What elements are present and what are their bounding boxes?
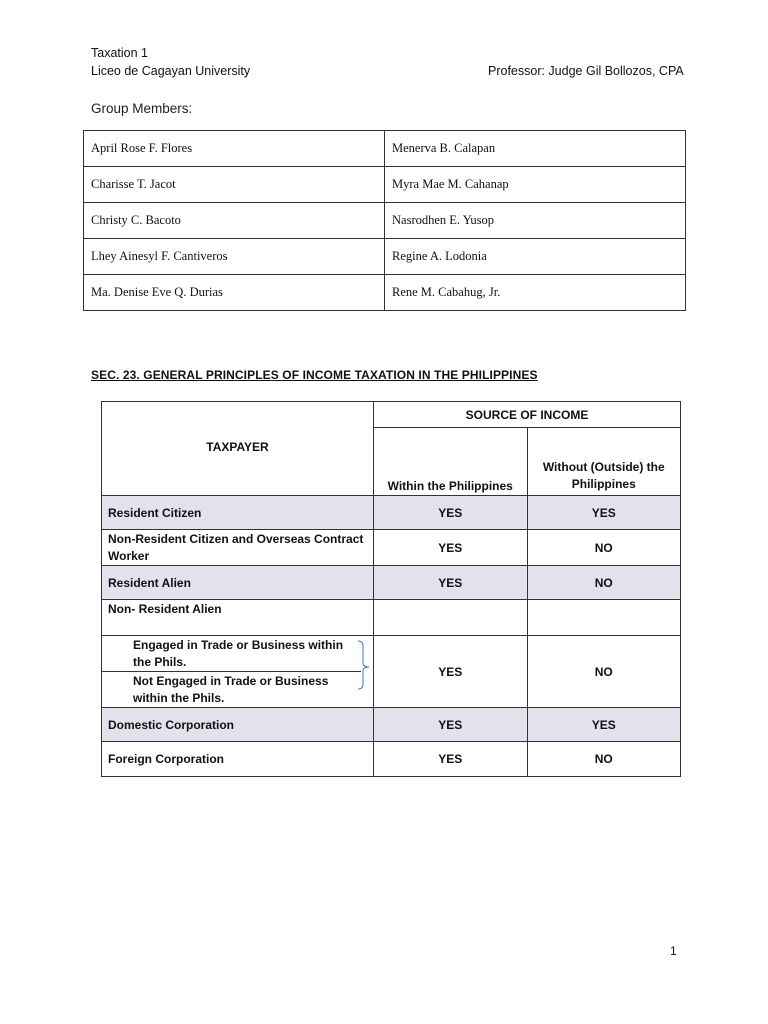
member-name: Ma. Denise Eve Q. Durias [84,275,385,311]
within-philippines-header: Within the Philippines [374,428,528,496]
subcategory-divider [102,671,361,672]
within-value: YES [374,636,528,708]
within-value: YES [374,708,528,742]
engaged-in-trade-label: Engaged in Trade or Business within the Phils. [133,638,344,669]
taxpayer-label: Resident Alien [102,566,374,600]
table-row [84,275,686,311]
member-name: Lhey Ainesyl F. Cantiveros [84,239,385,275]
within-value-empty [374,600,528,636]
table-row [84,167,686,203]
without-value: NO [527,636,681,708]
curly-brace-icon [357,640,371,690]
without-philippines-header: Without (Outside) the Philippines [527,428,681,496]
taxpayer-label: Foreign Corporation [102,742,374,777]
nonresident-alien-subcategories [102,636,374,708]
member-name: April Rose F. Flores [84,131,385,167]
professor-name: Professor: Judge Gil Bollozos, CPA [488,64,684,78]
member-name: Christy C. Bacoto [84,203,385,239]
taxpayer-label: Domestic Corporation [102,708,374,742]
source-of-income-header: SOURCE OF INCOME [374,402,681,428]
member-name: Rene M. Cabahug, Jr. [385,275,686,311]
taxpayer-header: TAXPAYER [102,402,374,496]
without-value: NO [527,742,681,777]
without-value: YES [527,708,681,742]
member-name: Regine A. Lodonia [385,239,686,275]
without-value: YES [527,496,681,530]
course-title: Taxation 1 [91,46,148,60]
table-row [102,600,681,636]
section-title: SEC. 23. GENERAL PRINCIPLES OF INCOME TAXATION IN THE PHILIPPINES [91,368,538,382]
table-header-row [102,402,681,428]
group-members-title: Group Members: [91,101,193,116]
within-value: YES [374,496,528,530]
income-tax-table [101,401,681,777]
page-number: 1 [670,944,677,958]
within-value: YES [374,742,528,777]
within-value: YES [374,566,528,600]
without-value: NO [527,566,681,600]
member-name: Myra Mae M. Cahanap [385,167,686,203]
members-table [83,130,686,311]
without-value: NO [527,530,681,566]
table-row [102,496,681,530]
table-row [102,530,681,566]
member-name: Nasrodhen E. Yusop [385,203,686,239]
table-row [102,708,681,742]
table-row [102,742,681,777]
member-name: Menerva B. Calapan [385,131,686,167]
taxpayer-label: Non-Resident Citizen and Overseas Contract Worker [102,530,374,566]
without-value-empty [527,600,681,636]
taxpayer-label: Resident Citizen [102,496,374,530]
not-engaged-in-trade-label: Not Engaged in Trade or Business within the Phils. [133,674,329,705]
table-row [102,566,681,600]
school-name: Liceo de Cagayan University [91,64,251,78]
member-name: Charisse T. Jacot [84,167,385,203]
within-value: YES [374,530,528,566]
table-row [102,636,681,708]
table-row [84,239,686,275]
table-row [84,203,686,239]
table-row [84,131,686,167]
taxpayer-label: Non- Resident Alien [102,600,374,636]
